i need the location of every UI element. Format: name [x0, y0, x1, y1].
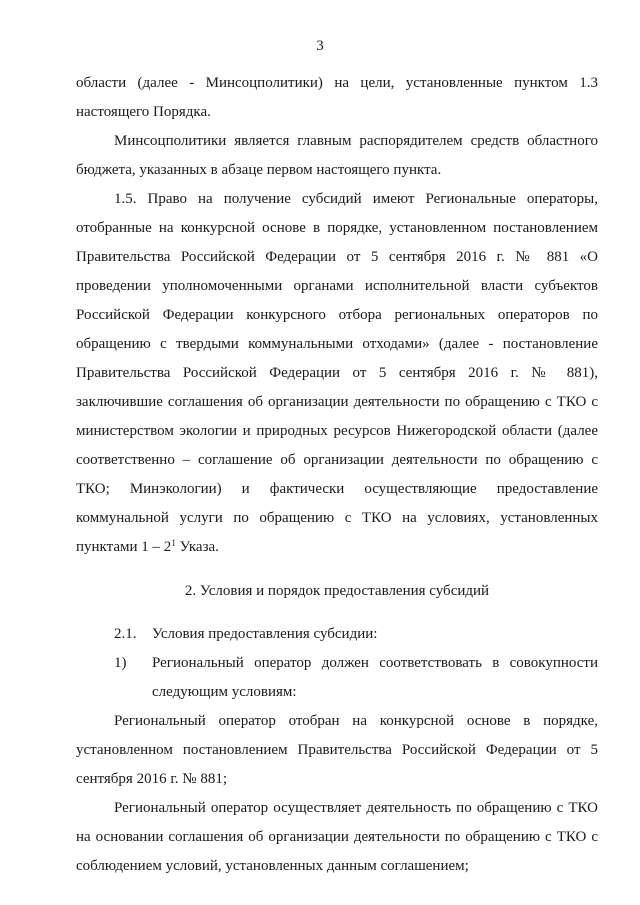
item-2-1 [76, 620, 598, 649]
paragraph-1-5-end: Указа. [175, 539, 219, 555]
item-2-1-text: Условия предоставления субсидии: [152, 626, 378, 642]
item-2-1-number: 2.1. [114, 626, 137, 642]
condition-selection: Региональный оператор отобран на конкурсной основе в порядке, установленном постановлением Правительства Российской Федерации от 5 сентября 2016 г. № 881; [76, 713, 598, 787]
item-1-number: 1) [114, 655, 127, 671]
superscript-1: 1 [171, 538, 176, 548]
item-1-text: Региональный оператор должен соответствовать в совокупности следующим условиям: [152, 655, 598, 700]
item-1 [76, 649, 598, 707]
condition-agreement: Региональный оператор осуществляет деятельность по обращению с ТКО на основании соглашения об организации деятельности по обращению с ТКО с соблюдением условий, установленных данным соглашением; [76, 800, 598, 874]
document-body [76, 69, 598, 881]
page-number: 3 [316, 38, 324, 54]
paragraph-continuation: области (далее - Минсоцполитики) на цели, установленные пунктом 1.3 настоящего Порядка. [76, 75, 598, 120]
paragraph-main-administrator: Минсоцполитики является главным распорядителем средств областного бюджета, указанных в абзаце первом настоящего пункта. [76, 133, 598, 178]
section-2-heading: 2. Условия и порядок предоставления субсидий [184, 583, 490, 599]
paragraph-1-5-text: 1.5. Право на получение субсидий имеют Региональные операторы, отобранные на конкурсной основе в порядке, установленном постановлением Правительства Российской Федерации от 5 сентября 2016 г. № 881 «О проведении уполномоченными органами исполнительной власти субъектов Российской Федерации конкурсного отбора региональных операторов по обращению с твердыми коммунальными отходами» (далее - постановление Правительства Российской Федерации от 5 сентября 2016 г. № 881), заключившие соглашения об организации деятельности по обращению с ТКО с министерством экологии и природных ресурсов Нижегородской области (далее соответственно – соглашение об организации деятельности по обращению с ТКО; Минэкологии) и фактически осуществляющие предоставление коммунальной услуги по обращению с ТКО на условиях, установленных пунктами 1 – 2 [76, 191, 598, 555]
paragraph-1-5 [76, 185, 598, 562]
